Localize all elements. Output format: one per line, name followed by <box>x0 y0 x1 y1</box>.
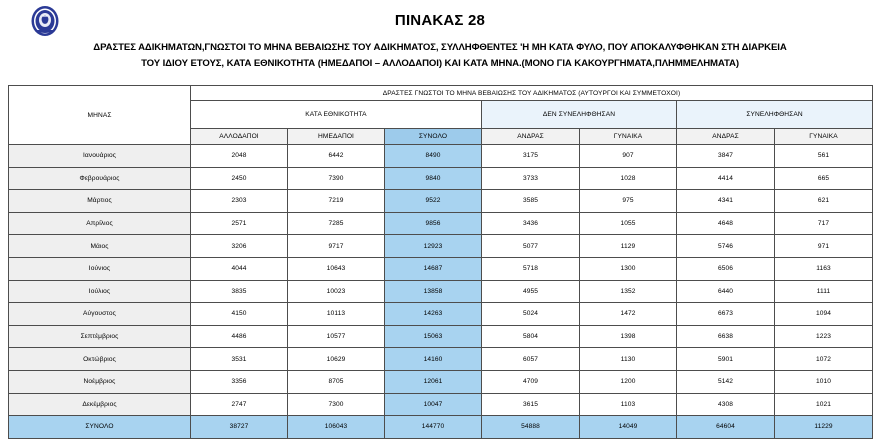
column-group-header-not-arrested: ΔΕΝ ΣΥΝΕΛΗΦΘΗΣΑΝ <box>482 101 677 129</box>
table-cell-month: Οκτώβριος <box>9 348 191 371</box>
table-cell-value: 14687 <box>385 257 482 280</box>
column-header-arrested-male: ΑΝΔΡΑΣ <box>677 129 775 145</box>
table-cell-value: 6057 <box>482 348 580 371</box>
table-cell-value: 4308 <box>677 393 775 416</box>
table-cell-total-value: 11229 <box>775 416 873 439</box>
column-header-not-arrested-female: ΓΥΝΑΙΚΑ <box>580 129 677 145</box>
table-cell-total-value: 64604 <box>677 416 775 439</box>
table-cell-value: 7300 <box>288 393 385 416</box>
statistics-table-container <box>8 85 872 439</box>
table-cell-value: 2450 <box>191 167 288 190</box>
table-row <box>9 348 873 371</box>
table-cell-value: 5142 <box>677 370 775 393</box>
table-cell-value: 5024 <box>482 303 580 326</box>
table-cell-month: Ιούνιος <box>9 257 191 280</box>
table-cell-month: Απρίλιος <box>9 212 191 235</box>
table-row <box>9 145 873 168</box>
table-cell-value: 15063 <box>385 325 482 348</box>
table-cell-value: 1129 <box>580 235 677 258</box>
table-cell-month: Ιανουάριος <box>9 145 191 168</box>
table-cell-value: 3835 <box>191 280 288 303</box>
table-row <box>9 303 873 326</box>
table-row <box>9 167 873 190</box>
table-cell-value: 4341 <box>677 190 775 213</box>
table-cell-value: 717 <box>775 212 873 235</box>
table-cell-value: 1103 <box>580 393 677 416</box>
table-cell-value: 4648 <box>677 212 775 235</box>
table-cell-value: 1472 <box>580 303 677 326</box>
table-cell-value: 2048 <box>191 145 288 168</box>
table-cell-value: 3206 <box>191 235 288 258</box>
table-cell-value: 6442 <box>288 145 385 168</box>
table-cell-value: 7285 <box>288 212 385 235</box>
table-cell-value: 561 <box>775 145 873 168</box>
table-cell-value: 10643 <box>288 257 385 280</box>
table-cell-value: 975 <box>580 190 677 213</box>
table-total-row <box>9 416 873 439</box>
table-cell-value: 14263 <box>385 303 482 326</box>
table-cell-value: 9856 <box>385 212 482 235</box>
table-cell-value: 6440 <box>677 280 775 303</box>
table-cell-value: 12923 <box>385 235 482 258</box>
column-header-total: ΣΥΝΟΛΟ <box>385 129 482 145</box>
table-cell-value: 9840 <box>385 167 482 190</box>
table-cell-value: 4486 <box>191 325 288 348</box>
table-cell-value: 10577 <box>288 325 385 348</box>
column-group-header-nationality: ΚΑΤΑ ΕΘΝΙΚΟΤΗΤΑ <box>191 101 482 129</box>
table-row <box>9 190 873 213</box>
table-cell-month: Μάρτιος <box>9 190 191 213</box>
table-head <box>9 86 873 145</box>
table-cell-value: 4150 <box>191 303 288 326</box>
column-header-not-arrested-male: ΑΝΔΡΑΣ <box>482 129 580 145</box>
table-cell-value: 1021 <box>775 393 873 416</box>
table-cell-value: 1223 <box>775 325 873 348</box>
statistics-table <box>8 85 873 439</box>
column-header-arrested-female: ΓΥΝΑΙΚΑ <box>775 129 873 145</box>
table-cell-value: 2571 <box>191 212 288 235</box>
table-cell-total-label: ΣΥΝΟΛΟ <box>9 416 191 439</box>
table-cell-value: 6638 <box>677 325 775 348</box>
table-row <box>9 235 873 258</box>
table-cell-value: 621 <box>775 190 873 213</box>
table-cell-value: 1398 <box>580 325 677 348</box>
table-cell-value: 5746 <box>677 235 775 258</box>
table-row <box>9 370 873 393</box>
column-header-nationals: ΗΜΕΔΑΠΟΙ <box>288 129 385 145</box>
table-cell-value: 5804 <box>482 325 580 348</box>
table-cell-month: Νοέμβριος <box>9 370 191 393</box>
table-row <box>9 325 873 348</box>
subtitle-line-2: ΤΟΥ ΙΔΙΟΥ ΕΤΟΥΣ, ΚΑΤΑ ΕΘΝΙΚΟΤΗΤΑ (ΗΜΕΔΑΠΟΙ – ΑΛΛΟΔΑΠΟΙ) ΚΑΙ ΚΑΤΑ ΜΗΝΑ.(ΜΟΝΟ ΓΙΑ ΚΑΚΟΥΡΓΗΜΑΤΑ,ΠΛΗΜΜΕΛΗΜΑΤΑ) <box>141 57 739 69</box>
table-cell-value: 10629 <box>288 348 385 371</box>
document-header <box>0 0 880 80</box>
table-cell-value: 3585 <box>482 190 580 213</box>
table-cell-value: 1352 <box>580 280 677 303</box>
table-cell-value: 4044 <box>191 257 288 280</box>
table-cell-value: 1163 <box>775 257 873 280</box>
table-cell-value: 1200 <box>580 370 677 393</box>
table-row <box>9 212 873 235</box>
table-cell-month: Μάιος <box>9 235 191 258</box>
table-cell-month: Αύγουστος <box>9 303 191 326</box>
table-cell-value: 3175 <box>482 145 580 168</box>
table-cell-month: Δεκέμβριος <box>9 393 191 416</box>
table-cell-value: 3436 <box>482 212 580 235</box>
table-cell-value: 2303 <box>191 190 288 213</box>
table-cell-month: Ιούλιος <box>9 280 191 303</box>
table-row <box>9 393 873 416</box>
table-cell-value: 3531 <box>191 348 288 371</box>
table-cell-value: 10047 <box>385 393 482 416</box>
table-cell-value: 10113 <box>288 303 385 326</box>
table-cell-value: 1072 <box>775 348 873 371</box>
table-cell-value: 7390 <box>288 167 385 190</box>
table-body <box>9 145 873 439</box>
table-cell-value: 1300 <box>580 257 677 280</box>
table-cell-value: 5901 <box>677 348 775 371</box>
table-cell-value: 5077 <box>482 235 580 258</box>
table-cell-total-value: 106043 <box>288 416 385 439</box>
table-cell-total-value: 54888 <box>482 416 580 439</box>
table-cell-value: 3847 <box>677 145 775 168</box>
table-cell-total-value: 144770 <box>385 416 482 439</box>
column-header-foreigners: ΑΛΛΟΔΑΠΟΙ <box>191 129 288 145</box>
table-cell-value: 1055 <box>580 212 677 235</box>
table-cell-total-value: 38727 <box>191 416 288 439</box>
table-cell-value: 5718 <box>482 257 580 280</box>
table-row <box>9 257 873 280</box>
table-cell-value: 12061 <box>385 370 482 393</box>
table-cell-month: Σεπτέμβριος <box>9 325 191 348</box>
table-cell-total-value: 14049 <box>580 416 677 439</box>
table-cell-value: 9717 <box>288 235 385 258</box>
table-cell-value: 1130 <box>580 348 677 371</box>
column-header-month: ΜΗΝΑΣ <box>9 86 191 145</box>
table-cell-value: 13858 <box>385 280 482 303</box>
table-row <box>9 280 873 303</box>
table-cell-value: 3733 <box>482 167 580 190</box>
table-cell-value: 1010 <box>775 370 873 393</box>
table-cell-value: 971 <box>775 235 873 258</box>
table-cell-value: 907 <box>580 145 677 168</box>
table-cell-value: 2747 <box>191 393 288 416</box>
subtitle-line-1: ΔΡΑΣΤΕΣ ΑΔΙΚΗΜΑΤΩΝ,ΓΝΩΣΤΟΙ ΤΟ ΜΗΝΑ ΒΕΒΑΙΩΣΗΣ ΤΟΥ ΑΔΙΚΗΜΑΤΟΣ, ΣΥΛΛΗΦΘΕΝΤΕΣ 'Η ΜΗ ΚΑΤΑ ΦΥΛΟ, ΠΟΥ ΑΠΟΚΑΛΥΦΘΗΚΑΝ ΣΤΗ ΔΙΑΡΚΕΙΑ <box>93 42 787 53</box>
column-group-header-arrested: ΣΥΝΕΛΗΦΘΗΣΑΝ <box>677 101 873 129</box>
table-cell-value: 1028 <box>580 167 677 190</box>
table-cell-value: 4955 <box>482 280 580 303</box>
table-cell-value: 9522 <box>385 190 482 213</box>
table-cell-value: 665 <box>775 167 873 190</box>
header-row-super <box>9 86 873 101</box>
table-cell-value: 4709 <box>482 370 580 393</box>
table-cell-month: Φεβρουάριος <box>9 167 191 190</box>
table-cell-value: 8705 <box>288 370 385 393</box>
table-cell-value: 1094 <box>775 303 873 326</box>
table-cell-value: 4414 <box>677 167 775 190</box>
document-subtitle <box>0 40 880 71</box>
table-cell-value: 10023 <box>288 280 385 303</box>
table-cell-value: 3356 <box>191 370 288 393</box>
table-cell-value: 7219 <box>288 190 385 213</box>
page-title: ΠΙΝΑΚΑΣ 28 <box>394 12 486 29</box>
table-cell-value: 6506 <box>677 257 775 280</box>
table-cell-value: 14160 <box>385 348 482 371</box>
table-cell-value: 8490 <box>385 145 482 168</box>
table-cell-value: 3615 <box>482 393 580 416</box>
table-cell-value: 6673 <box>677 303 775 326</box>
table-cell-value: 1111 <box>775 280 873 303</box>
column-group-header-known-offenders: ΔΡΑΣΤΕΣ ΓΝΩΣΤΟΙ ΤΟ ΜΗΝΑ ΒΕΒΑΙΩΣΗΣ ΤΟΥ ΑΔΙΚΗΜΑΤΟΣ (ΑΥΤΟΥΡΓΟΙ ΚΑΙ ΣΥΜΜΕΤΟΧΟΙ) <box>191 86 873 101</box>
